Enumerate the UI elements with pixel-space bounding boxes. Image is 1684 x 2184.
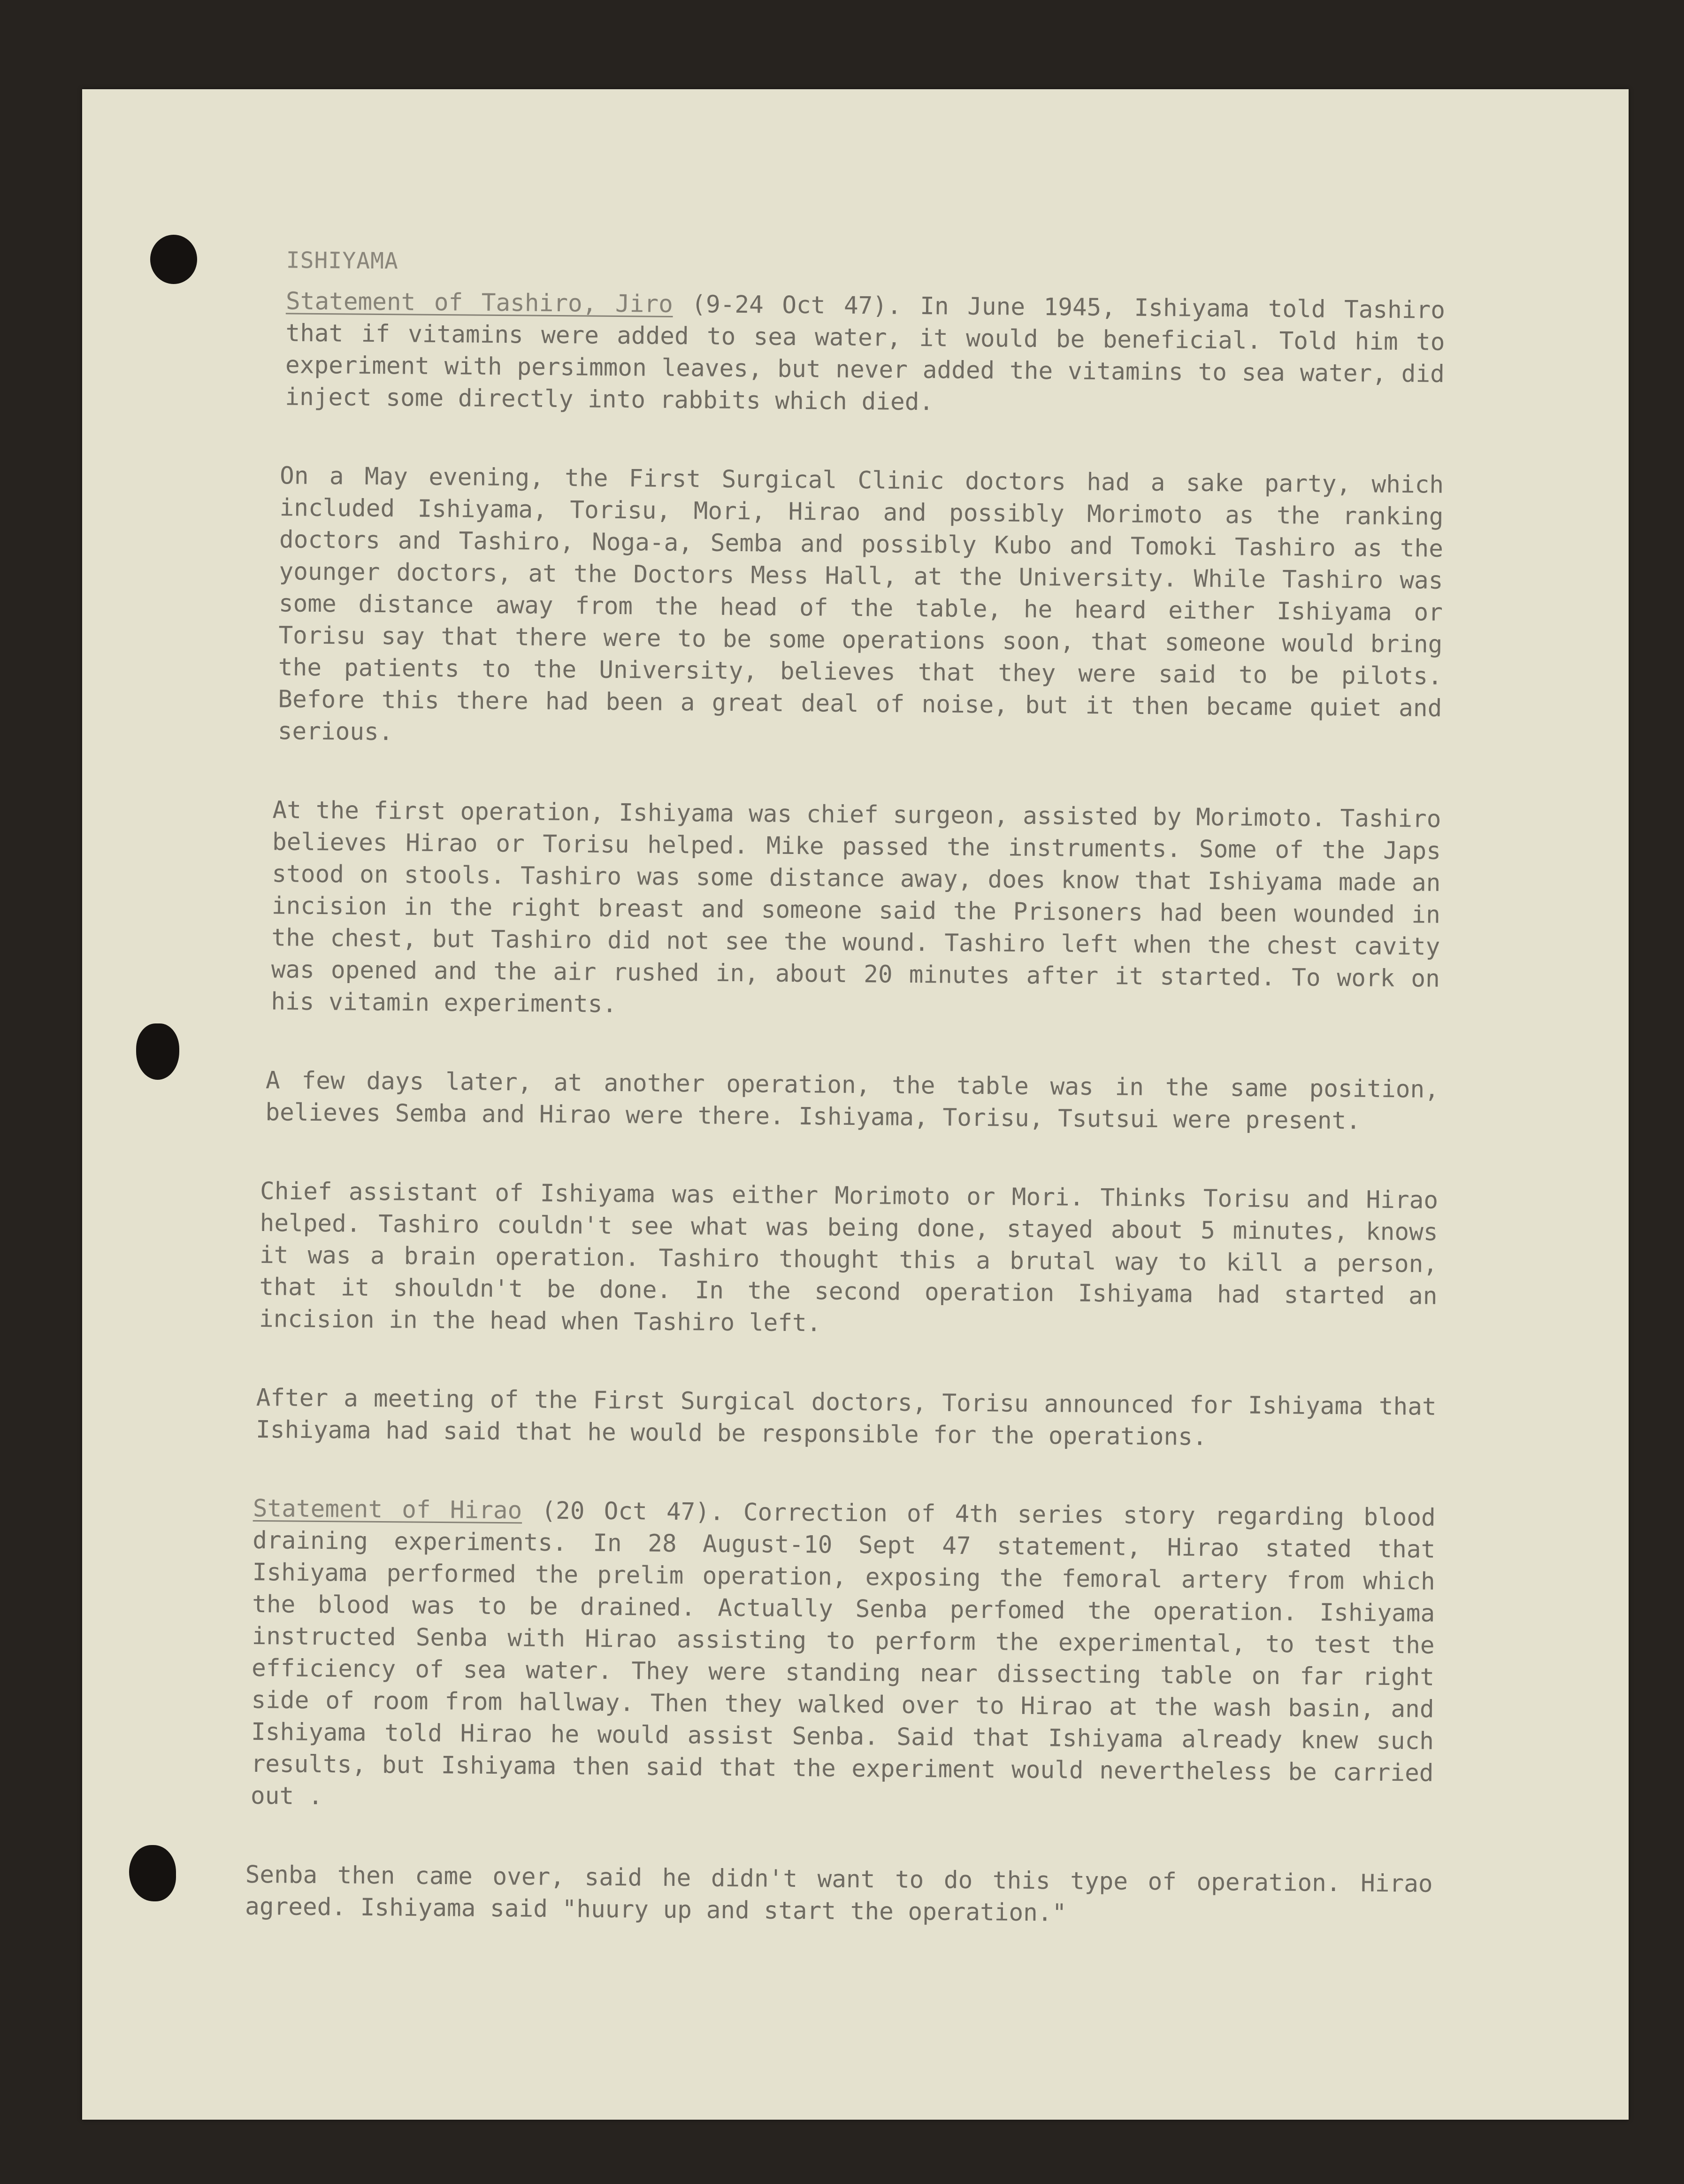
- paragraph-meeting: [256, 1382, 1437, 1455]
- paragraph-text: On a May evening, the First Surgical Clinic doctors had a sake party, which included Ishiyama, Torisu, Mori, Hirao and possibly Morimoto as the ranking doctors and Tashiro, Noga-a, Semba and possibly Kubo and Tomoki Tashiro as the younger doctors, at the Doctors Mess Hall, at the University. While Tashiro was some distance away from the head of the table, he heard either Ishiyama or Torisu say that there were to be some operations soon, that someone would bring the patients to the University, believes that they were said to be pilots. Before this there had been a great deal of noise, but it then became quiet and serious.: [277, 462, 1444, 746]
- paragraph-text: At the first operation, Ishiyama was chief surgeon, assisted by Morimoto. Tashiro believes Hirao or Torisu helped. Mike passed the instruments. Some of the Japs stood on stools. Tashiro was some distance away, does know that Ishiyama made an incision in the right breast and someone said the Prisoners had been wounded in the chest, but Tashiro did not see the wound. Tashiro left when the chest cavity was opened and the air rushed in, about 20 minutes after it started. To work on his vitamin experiments.: [271, 796, 1441, 1018]
- paragraph-text: A few days later, at another operation, the table was in the same position, believes Semba and Hirao were there. Ishiyama, Torisu, Tsutsui were present.: [265, 1067, 1439, 1135]
- punch-hole: [150, 235, 197, 284]
- paragraph-text: Chief assistant of Ishiyama was either Morimoto or Mori. Thinks Torisu and Hirao helped. Tashiro couldn't see what was being done, stayed about 5 minutes, knows it was a brain operation. Tashiro thought this a brutal way to kill a person, that it shouldn't be done. In the second operation Ishiyama had started an incision in the head when Tashiro left.: [259, 1177, 1439, 1338]
- paragraph-chief-assistant: [259, 1176, 1439, 1345]
- punch-hole: [136, 1023, 179, 1080]
- statement-lead: Statement of Hirao: [253, 1494, 522, 1525]
- document-heading: ISHIYAMA: [286, 247, 399, 275]
- paragraph-tashiro-statement: [285, 285, 1445, 422]
- paragraph-another-operation: [265, 1065, 1439, 1138]
- paragraph-text: (9-24 Oct 47). In June 1945, Ishiyama told Tashiro that if vitamins were added to sea water, it would be beneficial. Told him to experiment with persimmon leaves, but never added the vitamins to sea water, did inject some directly into rabbits which died.: [285, 290, 1446, 416]
- paragraph-sake-party: [278, 460, 1444, 756]
- paragraph-first-operation: [271, 794, 1441, 1027]
- typed-document: [245, 244, 1446, 1979]
- punch-hole: [129, 1845, 176, 1901]
- paragraph-senba: [245, 1859, 1433, 1932]
- paragraph-hirao-statement: [251, 1493, 1436, 1822]
- statement-lead: Statement of Tashiro, Jiro: [285, 287, 674, 318]
- paragraph-text: Senba then came over, said he didn't want to do this type of operation. Hirao agreed. Ishiyama said "huury up and start the operation.": [245, 1861, 1433, 1927]
- paragraph-text: After a meeting of the First Surgical doctors, Torisu announced for Ishiyama that Ishiyama had said that he would be responsible for the operations.: [255, 1384, 1437, 1451]
- paragraph-text: (20 Oct 47). Correction of 4th series story regarding blood draining experiments. In 28 August-10 Sept 47 statement, Hirao stated that Ishiyama performed the prelim operation, exposing the femoral artery from which the blood was to be drained. Actually Senba perfomed the operation. Ishiyama instructed Senba with Hirao assisting to perform the experimental, to test the efficiency of sea water. They were standing near dissecting table on far right side of room from hallway. Then they walked over to Hirao at the wash basin, and Ishiyama told Hirao he would assist Senba. Said that Ishiyama already knew such results, but Ishiyama then said that the experiment would nevertheless be carried out .: [250, 1497, 1436, 1811]
